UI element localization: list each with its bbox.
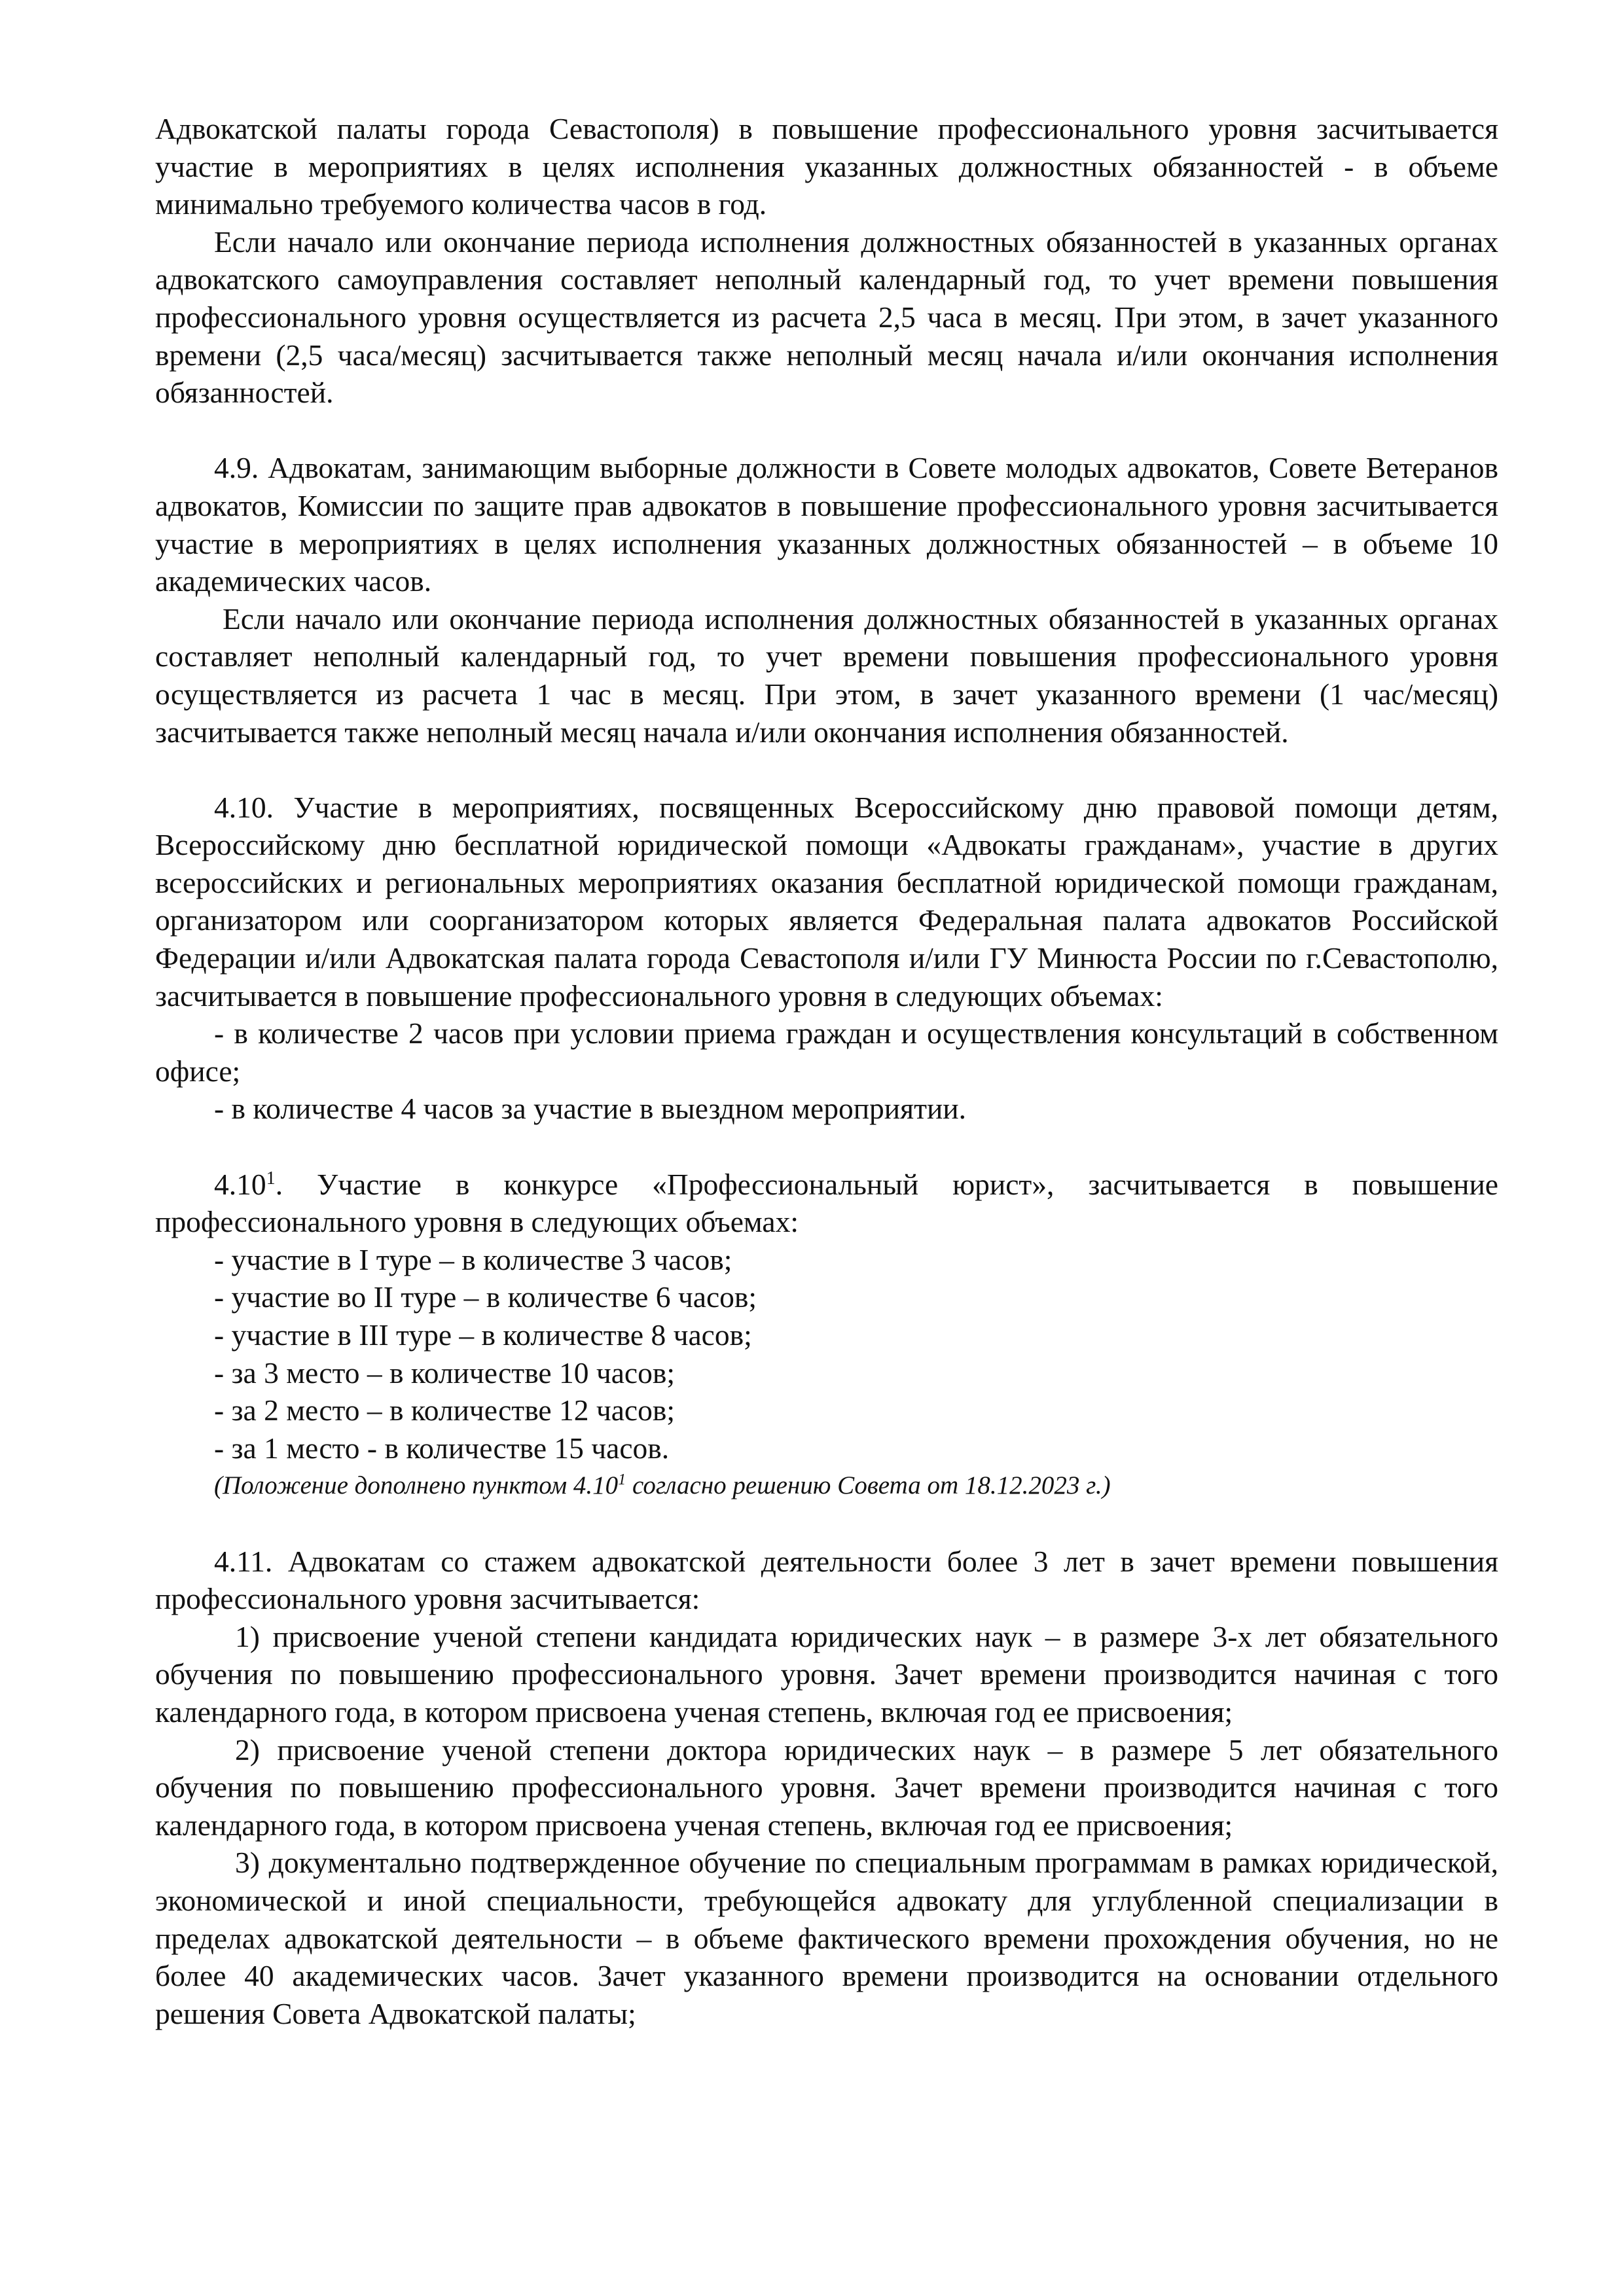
- section-4-10-1-number: 4.10: [214, 1167, 266, 1201]
- section-4-11-item-3: 3) документально подтвержденное обучение по специальным программам в рамках юридической, экономической и иной специальности, требующейся адвокату для углубленной специализации в пределах адвокатской деятельности – в объеме фактического времени прохождения обучения, но не более 40 академических часов. Зачет указанного времени производится на основании отдельного решения Совета Адвокатской палаты;: [155, 1846, 1498, 2030]
- section-4-9-paragraph-2: Если начало или окончание периода исполнения должностных обязанностей в указанных органах составляет неполный календарный год, то учет времени повышения профессионального уровня осуществляется из расчета 1 час в месяц. При этом, в зачет указанного времени (1 час/месяц) засчитывается также неполный месяц начала и/или окончания исполнения обязанностей.: [155, 601, 1498, 749]
- amendment-note: [155, 1467, 1498, 1505]
- section-4-11-paragraph: 4.11. Адвокатам со стажем адвокатской деятельности более 3 лет в зачет времени повышения профессионального уровня засчитывается:: [155, 1544, 1498, 1616]
- intro-paragraph-1: Адвокатской палаты города Севастополя) в повышение профессионального уровня засчитывается участие в мероприятиях в целях исполнения указанных должностных обязанностей - в объеме минимально требуемого количества часов в год.: [155, 112, 1498, 221]
- intro-paragraph-2: Если начало или окончание периода исполнения должностных обязанностей в указанных органах адвокатского самоуправления составляет неполный календарный год, то учет времени повышения профессионального уровня осуществляется из расчета 2,5 часа в месяц. При этом, в зачет указанного времени (2,5 часа/месяц) засчитывается также неполный месяц начала и/или окончания исполнения обязанностей.: [155, 224, 1498, 410]
- spacer: [155, 1128, 1498, 1166]
- section-4-10-item-2: - в количестве 4 часов за участие в выездном мероприятии.: [214, 1092, 967, 1126]
- section-4-10-1-item: - участие в I туре – в количестве 3 часов;: [214, 1242, 732, 1276]
- amendment-note-superscript: 1: [618, 1471, 626, 1489]
- section-4-10-1-superscript: 1: [266, 1168, 276, 1189]
- document-page: [155, 110, 1498, 2032]
- section-4-9-paragraph-1: 4.9. Адвокатам, занимающим выборные должности в Совете молодых адвокатов, Совете Ветеранов адвокатов, Комиссии по защите прав адвокатов в повышение профессионального уровня засчитывается участие в мероприятиях в целях исполнения указанных должностных обязанностей – в объеме 10 академических часов.: [155, 451, 1498, 598]
- section-4-10-1-item: - за 1 место - в количестве 15 часов.: [214, 1431, 670, 1465]
- section-4-11-item-1: 1) присвоение ученой степени кандидата юридических наук – в размере 3-х лет обязательного обучения по повышению профессионального уровня. Зачет времени производится начиная с того календарного года, в котором присвоена ученая степень, включая год ее присвоения;: [155, 1619, 1498, 1729]
- spacer: [155, 412, 1498, 450]
- section-4-10-item-1: - в количестве 2 часов при условии приема граждан и осуществления консультаций в собственном офисе;: [155, 1016, 1498, 1088]
- spacer: [155, 751, 1498, 789]
- section-4-10-1-paragraph: [155, 1166, 1498, 1241]
- amendment-note-text: (Положение дополнено пунктом 4.10: [214, 1471, 619, 1500]
- section-4-10-1-text: . Участие в конкурсе «Профессиональный юрист», засчитывается в повышение профессионального уровня в следующих объемах:: [155, 1167, 1498, 1239]
- section-4-10-1-item: - за 2 место – в количестве 12 часов;: [214, 1393, 676, 1427]
- amendment-note-text: согласно решению Совета от 18.12.2023 г.): [626, 1471, 1111, 1500]
- section-4-10-1-item: - участие во II туре – в количестве 6 часов;: [214, 1280, 757, 1314]
- section-4-11-item-2: 2) присвоение ученой степени доктора юридических наук – в размере 5 лет обязательного обучения по повышению профессионального уровня. Зачет времени производится начиная с того календарного года, в котором присвоена ученая степень, включая год ее присвоения;: [155, 1732, 1498, 1842]
- spacer: [155, 1505, 1498, 1543]
- section-4-10-1-item: - участие в III туре – в количестве 8 часов;: [214, 1318, 752, 1352]
- section-4-10-paragraph: 4.10. Участие в мероприятиях, посвященных Всероссийскому дню правовой помощи детям, Всероссийскому дню бесплатной юридической помощи «Адвокаты гражданам», участие в других всероссийских и региональных мероприятиях оказания бесплатной юридической помощи гражданам, организатором или соорганизатором которых является Федеральная палата адвокатов Российской Федерации и/или Адвокатская палата города Севастополя и/или ГУ Минюста России по г.Севастополю, засчитывается в повышение профессионального уровня в следующих объемах:: [155, 790, 1498, 1013]
- section-4-10-1-item: - за 3 место – в количестве 10 часов;: [214, 1355, 676, 1390]
